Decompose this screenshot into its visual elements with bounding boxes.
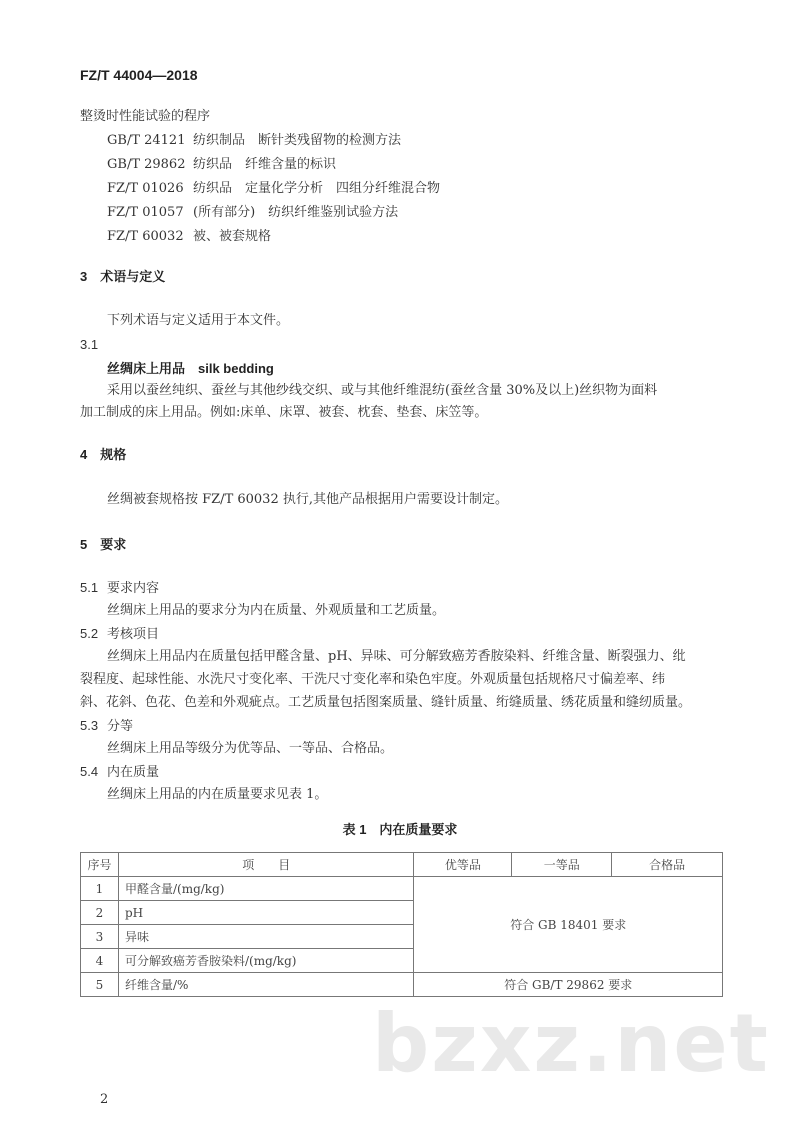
intro-line: 整烫时性能试验的程序 <box>80 109 211 124</box>
reference-code: GB/T 29862 <box>107 157 186 172</box>
clause-text: 丝绸床上用品的内在质量要求见表 1。 <box>107 787 328 802</box>
section-5-heading: 5 要求 <box>80 537 127 552</box>
clause-title: 要求内容 <box>107 580 160 595</box>
header-cell: 合格品 <box>612 853 723 877</box>
clause-number: 5.4 <box>80 764 99 779</box>
quality-requirements-table <box>80 852 723 997</box>
clause-text: 丝绸床上用品等级分为优等品、一等品、合格品。 <box>107 741 394 756</box>
reference-code: FZ/T 60032 <box>107 229 184 244</box>
table-row <box>81 973 723 997</box>
row-item: 甲醛含量/(mg/kg) <box>118 877 414 901</box>
reference-code: FZ/T 01026 <box>107 181 184 196</box>
reference-title: 纺织品 纤维含量的标识 <box>193 157 337 172</box>
clause-5-3 <box>80 718 133 734</box>
section-3-intro: 下列术语与定义适用于本文件。 <box>107 313 290 328</box>
watermark: bzxz.net <box>372 997 770 1090</box>
clause-title: 内在质量 <box>107 764 160 779</box>
table-title: 表 1 内在质量要求 <box>342 822 458 837</box>
reference-item <box>107 205 398 221</box>
document-header: FZ/T 44004—2018 <box>80 67 198 83</box>
row-number: 2 <box>81 901 119 925</box>
clause-title: 考核项目 <box>107 626 160 641</box>
row-number: 3 <box>81 925 119 949</box>
reference-title: 被、被套规格 <box>193 229 272 244</box>
page-number: 2 <box>100 1092 109 1107</box>
clause-5-2 <box>80 626 159 642</box>
reference-title: 纺织品 定量化学分析 四组分纤维混合物 <box>193 181 441 196</box>
row-item: 异味 <box>118 925 414 949</box>
header-cell: 一等品 <box>512 853 612 877</box>
reference-item <box>107 157 336 173</box>
clause-number: 5.3 <box>80 718 99 733</box>
table-header-row <box>81 853 723 877</box>
requirement-cell: 符合 GB 18401 要求 <box>414 877 723 973</box>
reference-title: 纺织制品 断针类残留物的检测方法 <box>193 133 402 148</box>
table-row <box>81 877 723 901</box>
clause-number: 5.1 <box>80 580 99 595</box>
clause-number: 5.2 <box>80 626 99 641</box>
term-heading: 丝绸床上用品 silk bedding <box>107 361 274 376</box>
reference-title: (所有部分) 纺织纤维鉴别试验方法 <box>193 205 399 220</box>
clause-title: 分等 <box>107 718 134 733</box>
clause-text: 丝绸床上用品内在质量包括甲醛含量、pH、异味、可分解致癌芳香胺染料、纤维含量、断裂强力、纰 <box>107 649 686 664</box>
section-4-heading: 4 规格 <box>80 447 127 462</box>
section-4-text: 丝绸被套规格按 FZ/T 60032 执行,其他产品根据用户需要设计制定。 <box>107 492 508 507</box>
header-cell: 项 目 <box>118 853 414 877</box>
clause-text: 裂程度、起球性能、水洗尺寸变化率、干洗尺寸变化率和染色牢度。外观质量包括规格尺寸偏差率、纬 <box>80 672 666 687</box>
clause-5-1 <box>80 580 159 596</box>
header-cell: 优等品 <box>414 853 512 877</box>
row-number: 1 <box>81 877 119 901</box>
row-number: 5 <box>81 973 119 997</box>
clause-text: 斜、花斜、色花、色差和外观疵点。工艺质量包括图案质量、缝针质量、绗缝质量、绣花质量和缝纫质量。 <box>80 695 692 710</box>
clause-number: 3.1 <box>80 337 99 352</box>
header-cell: 序号 <box>81 853 119 877</box>
clause-text: 丝绸床上用品的要求分为内在质量、外观质量和工艺质量。 <box>107 603 446 618</box>
reference-code: FZ/T 01057 <box>107 205 184 220</box>
term-definition: 采用以蚕丝纯织、蚕丝与其他纱线交织、或与其他纤维混纺(蚕丝含量 30%及以上)丝织物为面料 <box>107 383 658 398</box>
reference-item <box>107 133 401 149</box>
term-definition: 加工制成的床上用品。例如:床单、床罩、被套、枕套、垫套、床笠等。 <box>80 405 488 420</box>
requirement-cell: 符合 GB/T 29862 要求 <box>414 973 723 997</box>
row-item: 可分解致癌芳香胺染料/(mg/kg) <box>118 949 414 973</box>
reference-code: GB/T 24121 <box>107 133 186 148</box>
reference-item <box>107 229 271 245</box>
reference-item <box>107 181 440 197</box>
row-number: 4 <box>81 949 119 973</box>
row-item: pH <box>118 901 414 925</box>
clause-5-4 <box>80 764 159 780</box>
row-item: 纤维含量/% <box>118 973 414 997</box>
section-3-heading: 3 术语与定义 <box>80 269 166 284</box>
